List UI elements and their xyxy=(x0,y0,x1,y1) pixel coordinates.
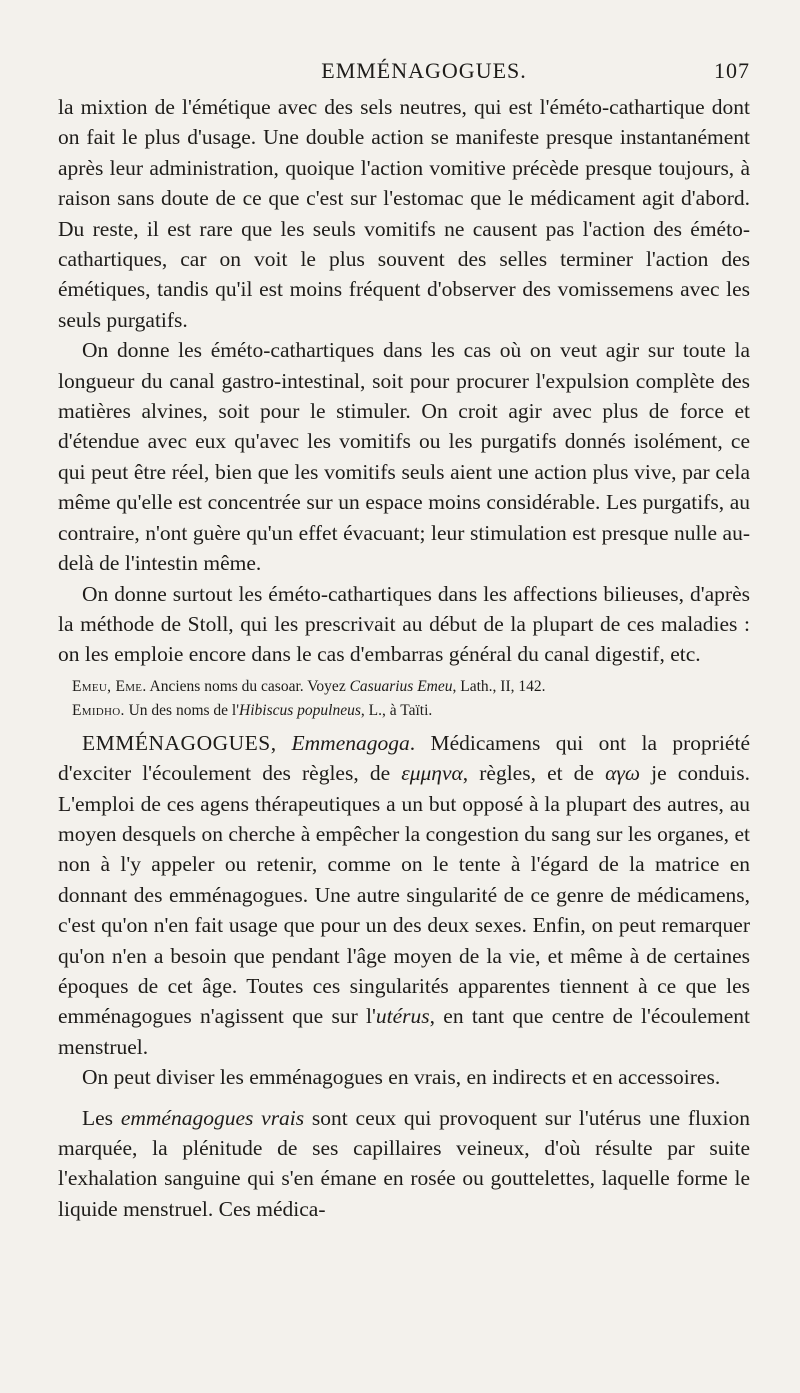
running-header xyxy=(98,58,750,92)
entry-emmenagogues xyxy=(58,728,750,1062)
note-emeu-text-b: , Lath., II, 142. xyxy=(452,677,546,695)
entry-text-1: . Médicamens qui ont la propriété d'exciter l'écoulement des règles, de xyxy=(58,730,750,786)
paragraph-division: On peut diviser les emménagogues en vrais, en indirects et en accessoires. xyxy=(82,1065,721,1090)
entry-uterus: utérus xyxy=(375,1004,430,1029)
entry-headword: EMMÉNAGOGUES xyxy=(82,730,271,755)
vrais-term: emménagogues vrais xyxy=(120,1105,305,1130)
running-title: EMMÉNAGOGUES. xyxy=(321,58,527,83)
note-emeu-latin: Casuarius Emeu xyxy=(349,677,453,695)
vrais-text-2: sont ceux qui provoquent sur l'utérus une fluxion marquée, la plénitude de ses capillaires veineux, d'où résulte par suite l'exhalation sanguine qui s'en émane en rosée ou gouttelettes, laquelle forme le liquide menstruel. Ces médica- xyxy=(58,1105,750,1221)
paragraph-1: la mixtion de l'émétique avec des sels neutres, qui est l'éméto-cathartique dont on fait le plus d'usage. Une double action se manifeste presque instantanément après leur administration, quoique l'action vomitive précède presque toujours, à raison sans doute de ce que c'est sur l'estomac que le médicament agit d'abord. Du reste, il est rare que les seuls vomitifs ne causent pas l'action des éméto-cathartiques, car on voit le plus souvent des selles terminer l'action des émétiques, tandis qu'il est moins fréquent d'observer des vomissemens avec les seuls purgatifs. xyxy=(58,95,750,332)
vrais-text-1: Les xyxy=(82,1105,121,1130)
note-emeu-text-a: Anciens noms du casoar. Voyez xyxy=(146,677,350,695)
note-emidho-head: Emidho. xyxy=(72,701,125,719)
note-emidho-text-a: Un des noms de l' xyxy=(124,701,240,719)
entry-text-4: , en tant que centre de l'écoulement menstruel. xyxy=(58,1004,750,1059)
entry-note-emeu xyxy=(58,676,750,698)
paragraph-2: On donne les éméto-cathartiques dans les cas où on veut agir sur toute la longueur du canal gastro-intestinal, soit pour procurer l'expulsion complète des matières alvines, soit pour le stimuler. On croit agir avec plus de force et d'étendue avec eux qu'avec les vomitifs ou les purgatifs donnés isolément, ce qui peut être réel, bien que les vomitifs seuls aient une action plus vive, par cela même qu'elle est concentrée sur un espace moins considérable. Les purgatifs, au contraire, n'ont guère qu'un effet évacuant; leur stimulation est presque nulle au-delà de l'intestin même. xyxy=(58,338,750,576)
greek-word-emmena: εμμηνα xyxy=(401,761,463,786)
paragraph-3: On donne surtout les éméto-cathartiques dans les affections bilieuses, d'après la méthode de Stoll, qui les prescrivait au début de la plupart de ces maladies : on les emploie encore dans le cas d'embarras général du canal digestif, etc. xyxy=(58,581,750,667)
paragraph-vrais xyxy=(58,1103,750,1225)
greek-word-ago: αγω xyxy=(605,761,641,786)
entry-note-emidho xyxy=(58,700,750,722)
note-emidho-text-b: , L., à Taïti. xyxy=(360,701,433,719)
note-emeu-head: Emeu, Eme. xyxy=(72,677,147,695)
paragraph-gap xyxy=(58,1093,750,1103)
page-number: 107 xyxy=(714,58,750,83)
entry-text-3: je conduis. L'emploi de ces agens thérapeutiques a un but opposé à la plupart des autres, au moyen desquels on cherche à empêcher la congestion du sang sur les organes, et non à l'y appeler ou retenir, comme on le tente à l'égard de la matrice en donnant des emménagogues. Une autre singularité de ce genre de médicamens, c'est qu'on n'en fait usage que pour un des deux sexes. Enfin, on peut remarquer qu'on n'en a besoin que pendant l'âge moyen de la vie, et même à de certaines époques de cet âge. Toutes ces singularités apparentes tiennent à ce que les emménagogues n'agissent que sur l' xyxy=(58,761,750,1029)
entry-text-2: , règles, et de xyxy=(462,761,606,786)
note-emidho-latin: Hibiscus populneus xyxy=(239,701,361,719)
entry-sep: , xyxy=(270,730,292,755)
entry-latin-name: Emmenagoga xyxy=(291,730,410,755)
